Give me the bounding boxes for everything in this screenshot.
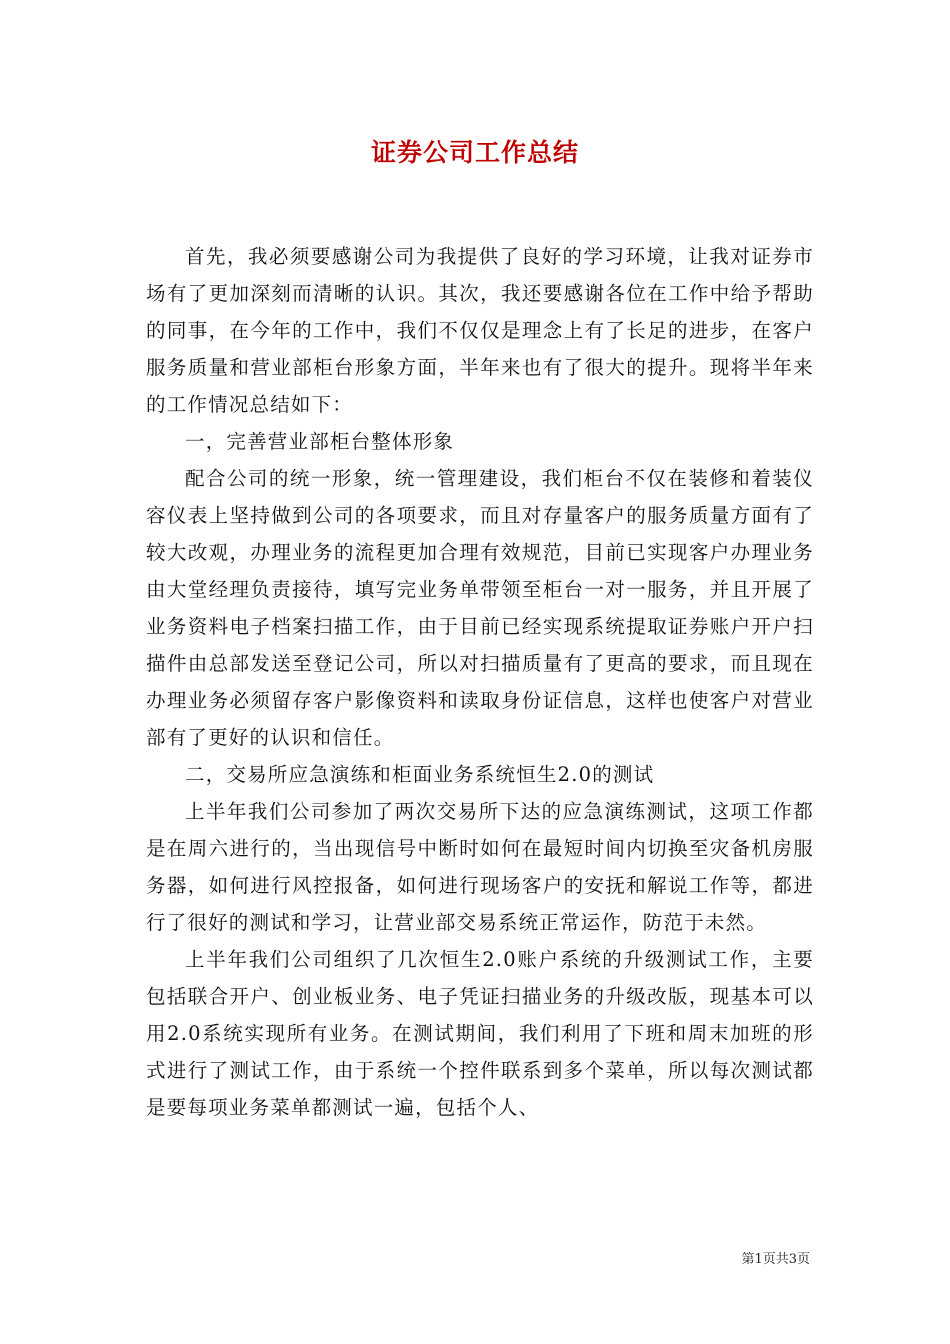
section-heading-2: 二，交易所应急演练和柜面业务系统恒生2.0的测试 [185, 763, 655, 786]
document-title: 证券公司工作总结 [370, 138, 579, 167]
paragraph-section-2b: 上半年我们公司组织了几次恒生2.0账户系统的升级测试工作，主要包括联合开户、创业板业务、电子凭证扫描业务的升级改版，现基本可以用2.0系统实现所有业务。在测试期间，我们利用了下班和周末加班的形式进行了测试工作，由于系统一个控件联系到多个菜单，所以每次测试都是要每项业务菜单都测试一遍，包括个人、 [146, 948, 814, 1119]
paragraph-section-2a: 上半年我们公司参加了两次交易所下达的应急演练测试，这项工作都是在周六进行的，当出现信号中断时如何在最短时间内切换至灾备机房服务器，如何进行风控报备，如何进行现场客户的安抚和解说工作等，都进行了很好的测试和学习，让营业部交易系统正常运作，防范于未然。 [146, 800, 814, 934]
paragraph-intro: 首先，我必须要感谢公司为我提供了良好的学习环境，让我对证券市场有了更加深刻而清晰的认识。其次，我还要感谢各位在工作中给予帮助的同事，在今年的工作中，我们不仅仅是理念上有了长足的进步，在客户服务质量和营业部柜台形象方面，半年来也有了很大的提升。现将半年来的工作情况总结如下： [146, 245, 814, 416]
page-number-footer [741, 1248, 810, 1267]
paragraph-section-1: 配合公司的统一形象，统一管理建设，我们柜台不仅在装修和着装仪容仪表上坚持做到公司的各项要求，而且对存量客户的服务质量方面有了较大改观，办理业务的流程更加合理有效规范，目前已实现客户办理业务由大堂经理负责接待，填写完业务单带领至柜台一对一服务，并且开展了业务资料电子档案扫描工作，由于目前已经实现系统提取证券账户开户扫描件由总部发送至登记公司，所以对扫描质量有了更高的要求，而且现在办理业务必须留存客户影像资料和读取身份证信息，这样也使客户对营业部有了更好的认识和信任。 [146, 467, 814, 749]
page-number-label: 第1页共3页 [741, 1252, 810, 1267]
section-heading-1: 一，完善营业部柜台整体形象 [185, 430, 455, 453]
document-body [146, 238, 814, 1126]
